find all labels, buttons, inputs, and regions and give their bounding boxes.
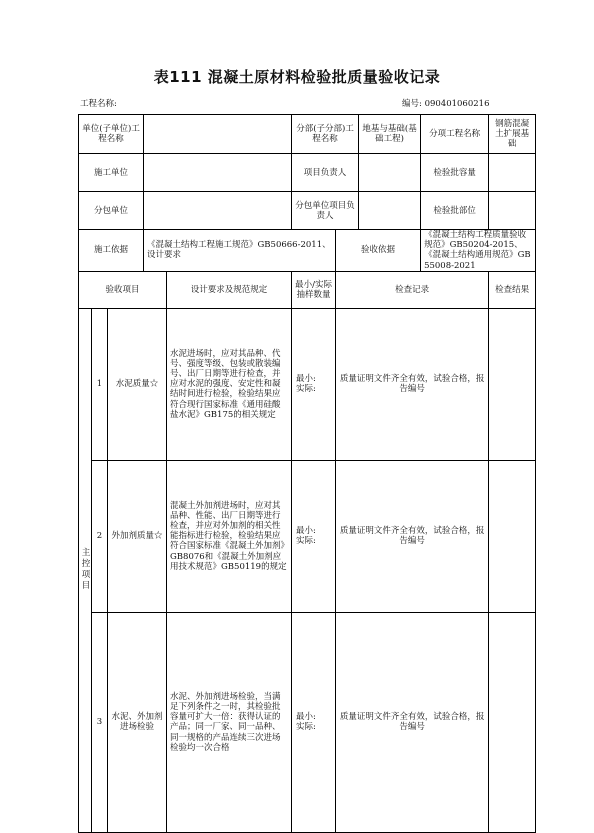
- col-header-requirement: 设计要求及规范规定: [167, 271, 292, 308]
- sub-project-manager-value[interactable]: [359, 192, 421, 230]
- construction-basis-value: 《混凝土结构工程施工规范》GB50666-2011、设计要求: [144, 230, 336, 272]
- project-name-label: 工程名称:: [80, 99, 117, 109]
- batch-location-value[interactable]: [489, 192, 536, 230]
- item-name: 外加剂质量☆: [108, 460, 167, 612]
- subitem-name-label: 分项工程名称: [421, 115, 489, 154]
- unit-name-label: [79, 115, 144, 154]
- table-row: [79, 308, 536, 460]
- constructor-label: 施工单位: [79, 154, 144, 192]
- info-row-unit: [79, 115, 536, 154]
- item-name: 水泥质量☆: [108, 308, 167, 460]
- project-manager-label: 项目负责人: [292, 154, 359, 192]
- sample-min-label: 最小:: [296, 526, 316, 537]
- batch-location-label: 检验批部位: [421, 192, 489, 230]
- main-control-group-text: 主控项目: [81, 548, 91, 592]
- record-number: [402, 97, 489, 109]
- division-name-label: 分部(子分部)工程名称: [292, 115, 359, 154]
- sample-min-label: 最小:: [296, 374, 316, 385]
- constructor-value[interactable]: [144, 154, 292, 192]
- col-header-item: 验收项目: [79, 271, 167, 308]
- check-record: 质量证明文件齐全有效，试验合格，报告编号: [336, 460, 489, 612]
- sample-min-label: 最小:: [296, 712, 316, 723]
- batch-capacity-value[interactable]: [489, 154, 536, 192]
- item-requirement: 水泥、外加剂进场检验，当满足下列条件之一时，其检验批容量可扩大一倍：获得认证的产品；同一厂家、同一品种、同一规格的产品连续三次进场检验均一次合格: [167, 612, 292, 832]
- table-row: [79, 460, 536, 612]
- sample-count-cell[interactable]: [292, 612, 336, 832]
- page-title: 表111 混凝土原材料检验批质量验收记录: [153, 68, 441, 86]
- unit-name-label-text: 单位(子单位)工程名称: [82, 124, 140, 144]
- item-name: 水泥、外加剂进场检验: [108, 612, 167, 832]
- col-header-record: 检查记录: [336, 271, 489, 308]
- item-number: 2: [92, 460, 108, 612]
- subitem-name-value[interactable]: 钢筋混凝土扩展基础: [489, 115, 536, 154]
- info-row-constructor: [79, 154, 536, 192]
- construction-basis-label: 施工依据: [79, 230, 144, 272]
- record-number-value: 090401060216: [424, 99, 490, 109]
- acceptance-basis-label: 验收依据: [336, 230, 421, 272]
- record-number-label: 编号:: [402, 99, 422, 109]
- subcontractor-value[interactable]: [144, 192, 292, 230]
- check-result[interactable]: [489, 460, 536, 612]
- inspection-form: [78, 114, 536, 833]
- subcontractor-label: 分包单位: [79, 192, 144, 230]
- table-row: [79, 612, 536, 832]
- check-result[interactable]: [489, 612, 536, 832]
- sample-actual-label: 实际:: [296, 536, 316, 547]
- batch-capacity-label: 检验批容量: [421, 154, 489, 192]
- sample-actual-label: 实际:: [296, 384, 316, 395]
- main-control-group-label: [79, 308, 92, 832]
- item-requirement: 水泥进场时，应对其品种、代号、强度等级、包装或散装编号、出厂日期等进行检查，并应对水泥的强度、安定性和凝结时间进行检验，检验结果应符合现行国家标准《通用硅酸盐水泥》GB175的相关规定: [167, 308, 292, 460]
- division-name-value[interactable]: 地基与基础(基础工程): [359, 115, 421, 154]
- col-header-sample: 最小/实际抽样数量: [292, 271, 336, 308]
- check-record: 质量证明文件齐全有效，试验合格，报告编号: [336, 612, 489, 832]
- sub-project-manager-label: 分包单位项目负责人: [292, 192, 359, 230]
- check-record: 质量证明文件齐全有效，试验合格，报告编号: [336, 308, 489, 460]
- item-number: 1: [92, 308, 108, 460]
- col-header-result: 检查结果: [489, 271, 536, 308]
- sample-count-cell[interactable]: [292, 460, 336, 612]
- info-row-basis: [79, 230, 536, 272]
- check-result[interactable]: [489, 308, 536, 460]
- item-requirement: 混凝土外加剂进场时，应对其品种、性能、出厂日期等进行检查，并应对外加剂的相关性能指标进行检验，检验结果应符合国家标准《混凝土外加剂》GB8076和《混凝土外加剂应用技术规范》GB50119的规定: [167, 460, 292, 612]
- sample-count-cell[interactable]: [292, 308, 336, 460]
- item-number: 3: [92, 612, 108, 832]
- project-manager-value[interactable]: [359, 154, 421, 192]
- acceptance-basis-value: 《混凝土结构工程质量验收规范》GB50204-2015、《混凝土结构通用规范》GB 55008-2021: [421, 230, 536, 272]
- info-row-subcontractor: [79, 192, 536, 230]
- sample-actual-label: 实际:: [296, 722, 316, 733]
- column-header-row: [79, 271, 536, 308]
- unit-name-value[interactable]: [144, 115, 292, 154]
